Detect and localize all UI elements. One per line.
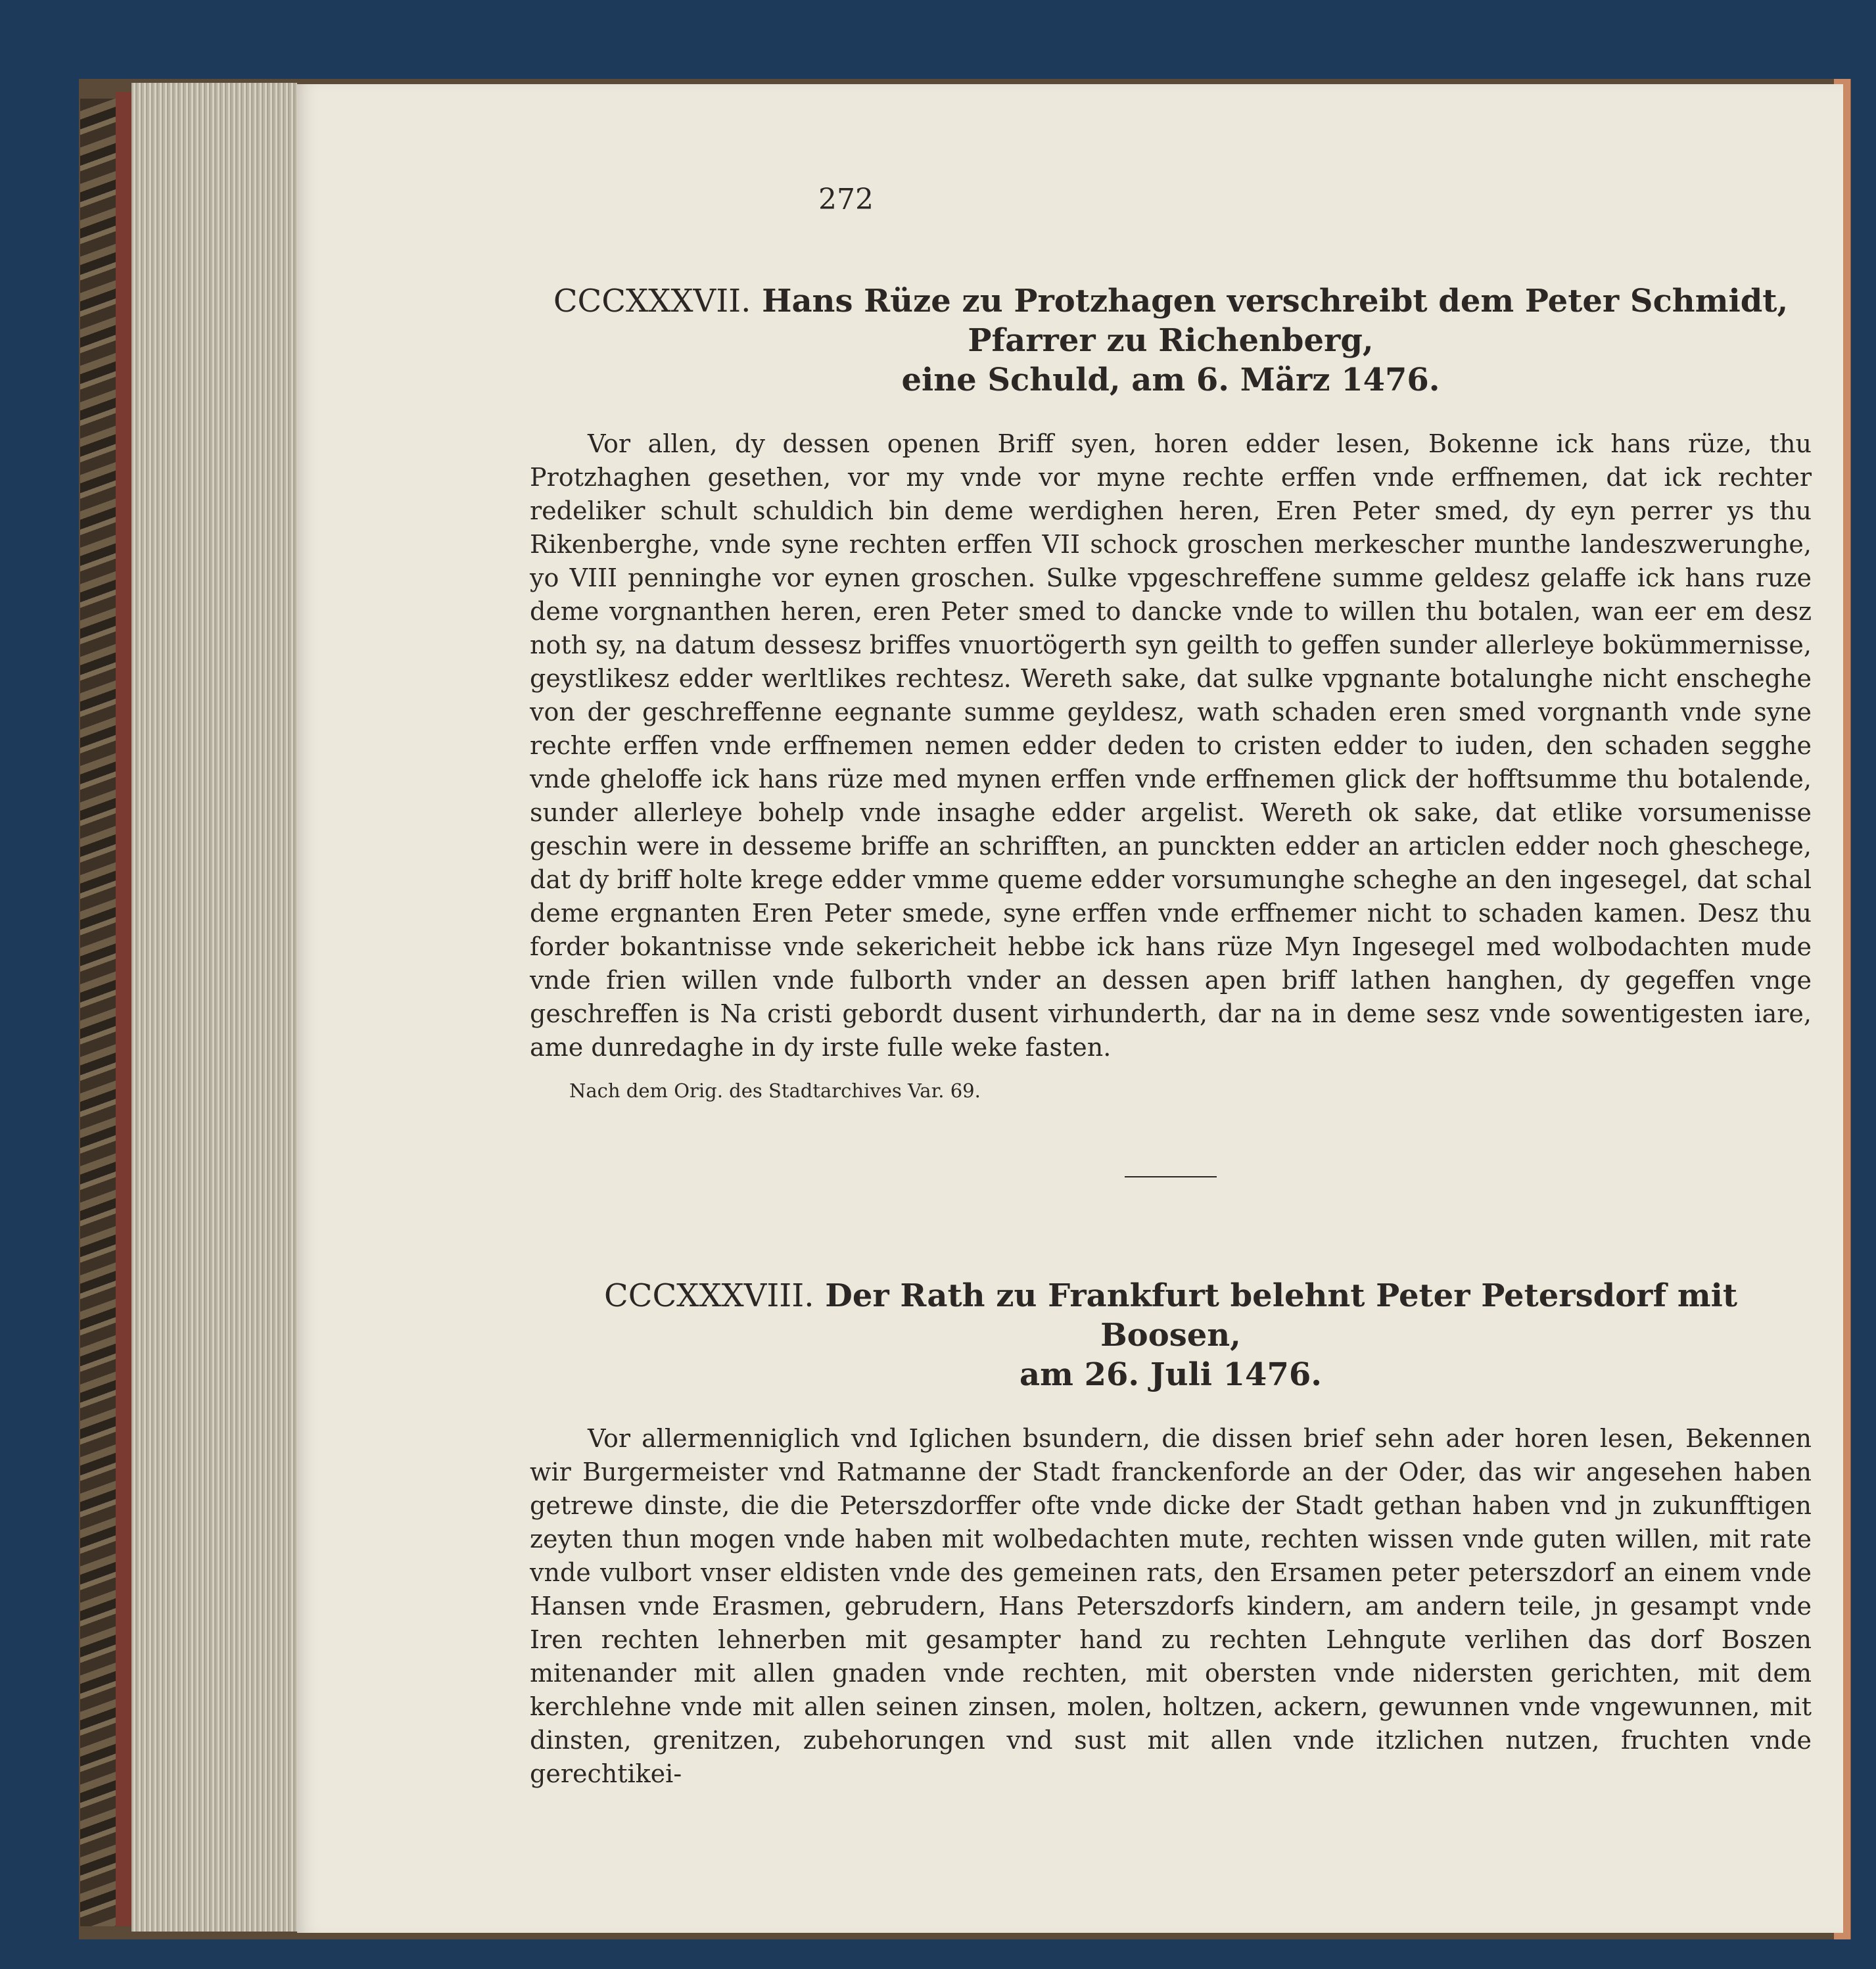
book-page (297, 84, 1843, 1933)
document-body: Vor allermenniglich vnd Iglichen bsundern, die dissen brief sehn ader horen lesen, Bekennen wir Burgermeister vnd Ratmanne der Stadt franckenforde an der Oder, das wir angesehen haben getrewe dinste, die die Peterszdorffer ofte vnde dicke der Stadt gethan haben vnd jn zukunfftigen zeyten thun mogen vnde haben mit wolbedachten mute, rechten wissen vnde guten willen, mit rate vnde vulbort vnser eldisten vnde des gemeinen rats, den Ersamen peter peterszdorf an einem vnde Hansen vnde Erasmen, gebrudern, Hans Peterszdorfs kindern, am andern teile, jn gesampt vnde Iren rechten lehnerben mit gesampter hand zu rechten Lehngute verlihen das dorf Boszen mitenander mit allen gnaden vnde rechten, mit obersten vnde nidersten gerichten, mit dem kerchlehne vnde mit allen seinen zinsen, molen, holtzen, ackern, gewunnen vnde vngewunnen, mit dinsten, grenitzen, zubehorungen vnd sust mit allen vnde itzlichen nutzen, fruchten vnde gerechtikei- (530, 1424, 1812, 1788)
source-note: Nach dem Orig. des Stadtarchives Var. 69. (569, 1079, 981, 1102)
document-heading (530, 281, 1812, 400)
document-title-line2: eine Schuld, am 6. März 1476. (901, 362, 1440, 398)
document-body: Vor allen, dy dessen openen Briff syen, horen edder lesen, Bokenne ick hans rüze, thu Protzhaghen gesethen, vor my vnde vor myne rechte erffen vnde erffnemen, dat ick rechter redeliker schult schuldich bin deme werdighen heren, Eren Peter smed, dy eyn perrer ys thu Rikenberghe, vnde syne rechten erffen VII schock groschen merkescher munthe landeszwerunghe, yo VIII penninghe vor eynen groschen. Sulke vpgeschreffene summe geldesz gelaffe ick hans ruze deme vorgnanthen heren, eren Peter smed to dancke vnde to willen thu botalen, wan eer em desz noth sy, na datum dessesz briffes vnuortögerth syn geilth to geffen sunder allerleye bokümmernisse, geystlikesz edder werltlikes rechtesz. Wereth sake, dat sulke vpgnante botalunghe nicht enscheghe von der geschreffenne eegnante summe geyldesz, wath schaden eren smed vorgnanth vnde syne rechte erffen vnde erffnemen nemen edder deden to cristen edder to iuden, den schaden segghe vnde gheloffe ick hans rüze med mynen erffen vnde erffnemen glick der hofftsumme thu botalende, sunder allerleye bohelp vnde insaghe edder argelist. Wereth ok sake, dat etlike vorsumenisse geschin were in desseme briffe an schrifften, an punckten edder an articlen edder noch gheschege, dat dy briff holte krege edder vmme queme edder vorsumunghe scheghe an den ingesegel, dat schal deme ergnanten Eren Peter smede, syne erffen vnde erffnemer nicht to schaden kamen. Desz thu forder bokantnisse vnde sekericheit hebbe ick hans rüze Myn Ingesegel med wolbodachten mude vnde frien willen vnde fulborth vnder an dessen apen briff lathen hanghen, dy gegeffen vnge geschreffen is Na cristi gebordt dusent virhunderth, dar na in deme sesz vnde sowentigesten iare, ame dunredaghe in dy irste fulle weke fasten. (530, 429, 1812, 1062)
document-title-line2: am 26. Juli 1476. (1020, 1356, 1322, 1393)
document-number: CCCXXXVII. (553, 283, 751, 320)
document-title-line1: Der Rath zu Frankfurt belehnt Peter Petersdorf mit Boosen, (825, 1277, 1738, 1354)
document-338 (530, 1276, 1812, 1791)
page-number: 272 (818, 183, 874, 216)
document-number: CCCXXXVIII. (603, 1277, 814, 1314)
document-heading (530, 1276, 1812, 1394)
section-divider (1125, 1176, 1217, 1177)
page-content (530, 281, 1812, 1791)
document-title-line1: Hans Rüze zu Protzhagen verschreibt dem Peter Schmidt, Pfarrer zu Richenberg, (762, 283, 1789, 359)
page-stack-edge (131, 83, 297, 1932)
document-337 (530, 281, 1812, 1104)
spine-edge (116, 92, 131, 1926)
